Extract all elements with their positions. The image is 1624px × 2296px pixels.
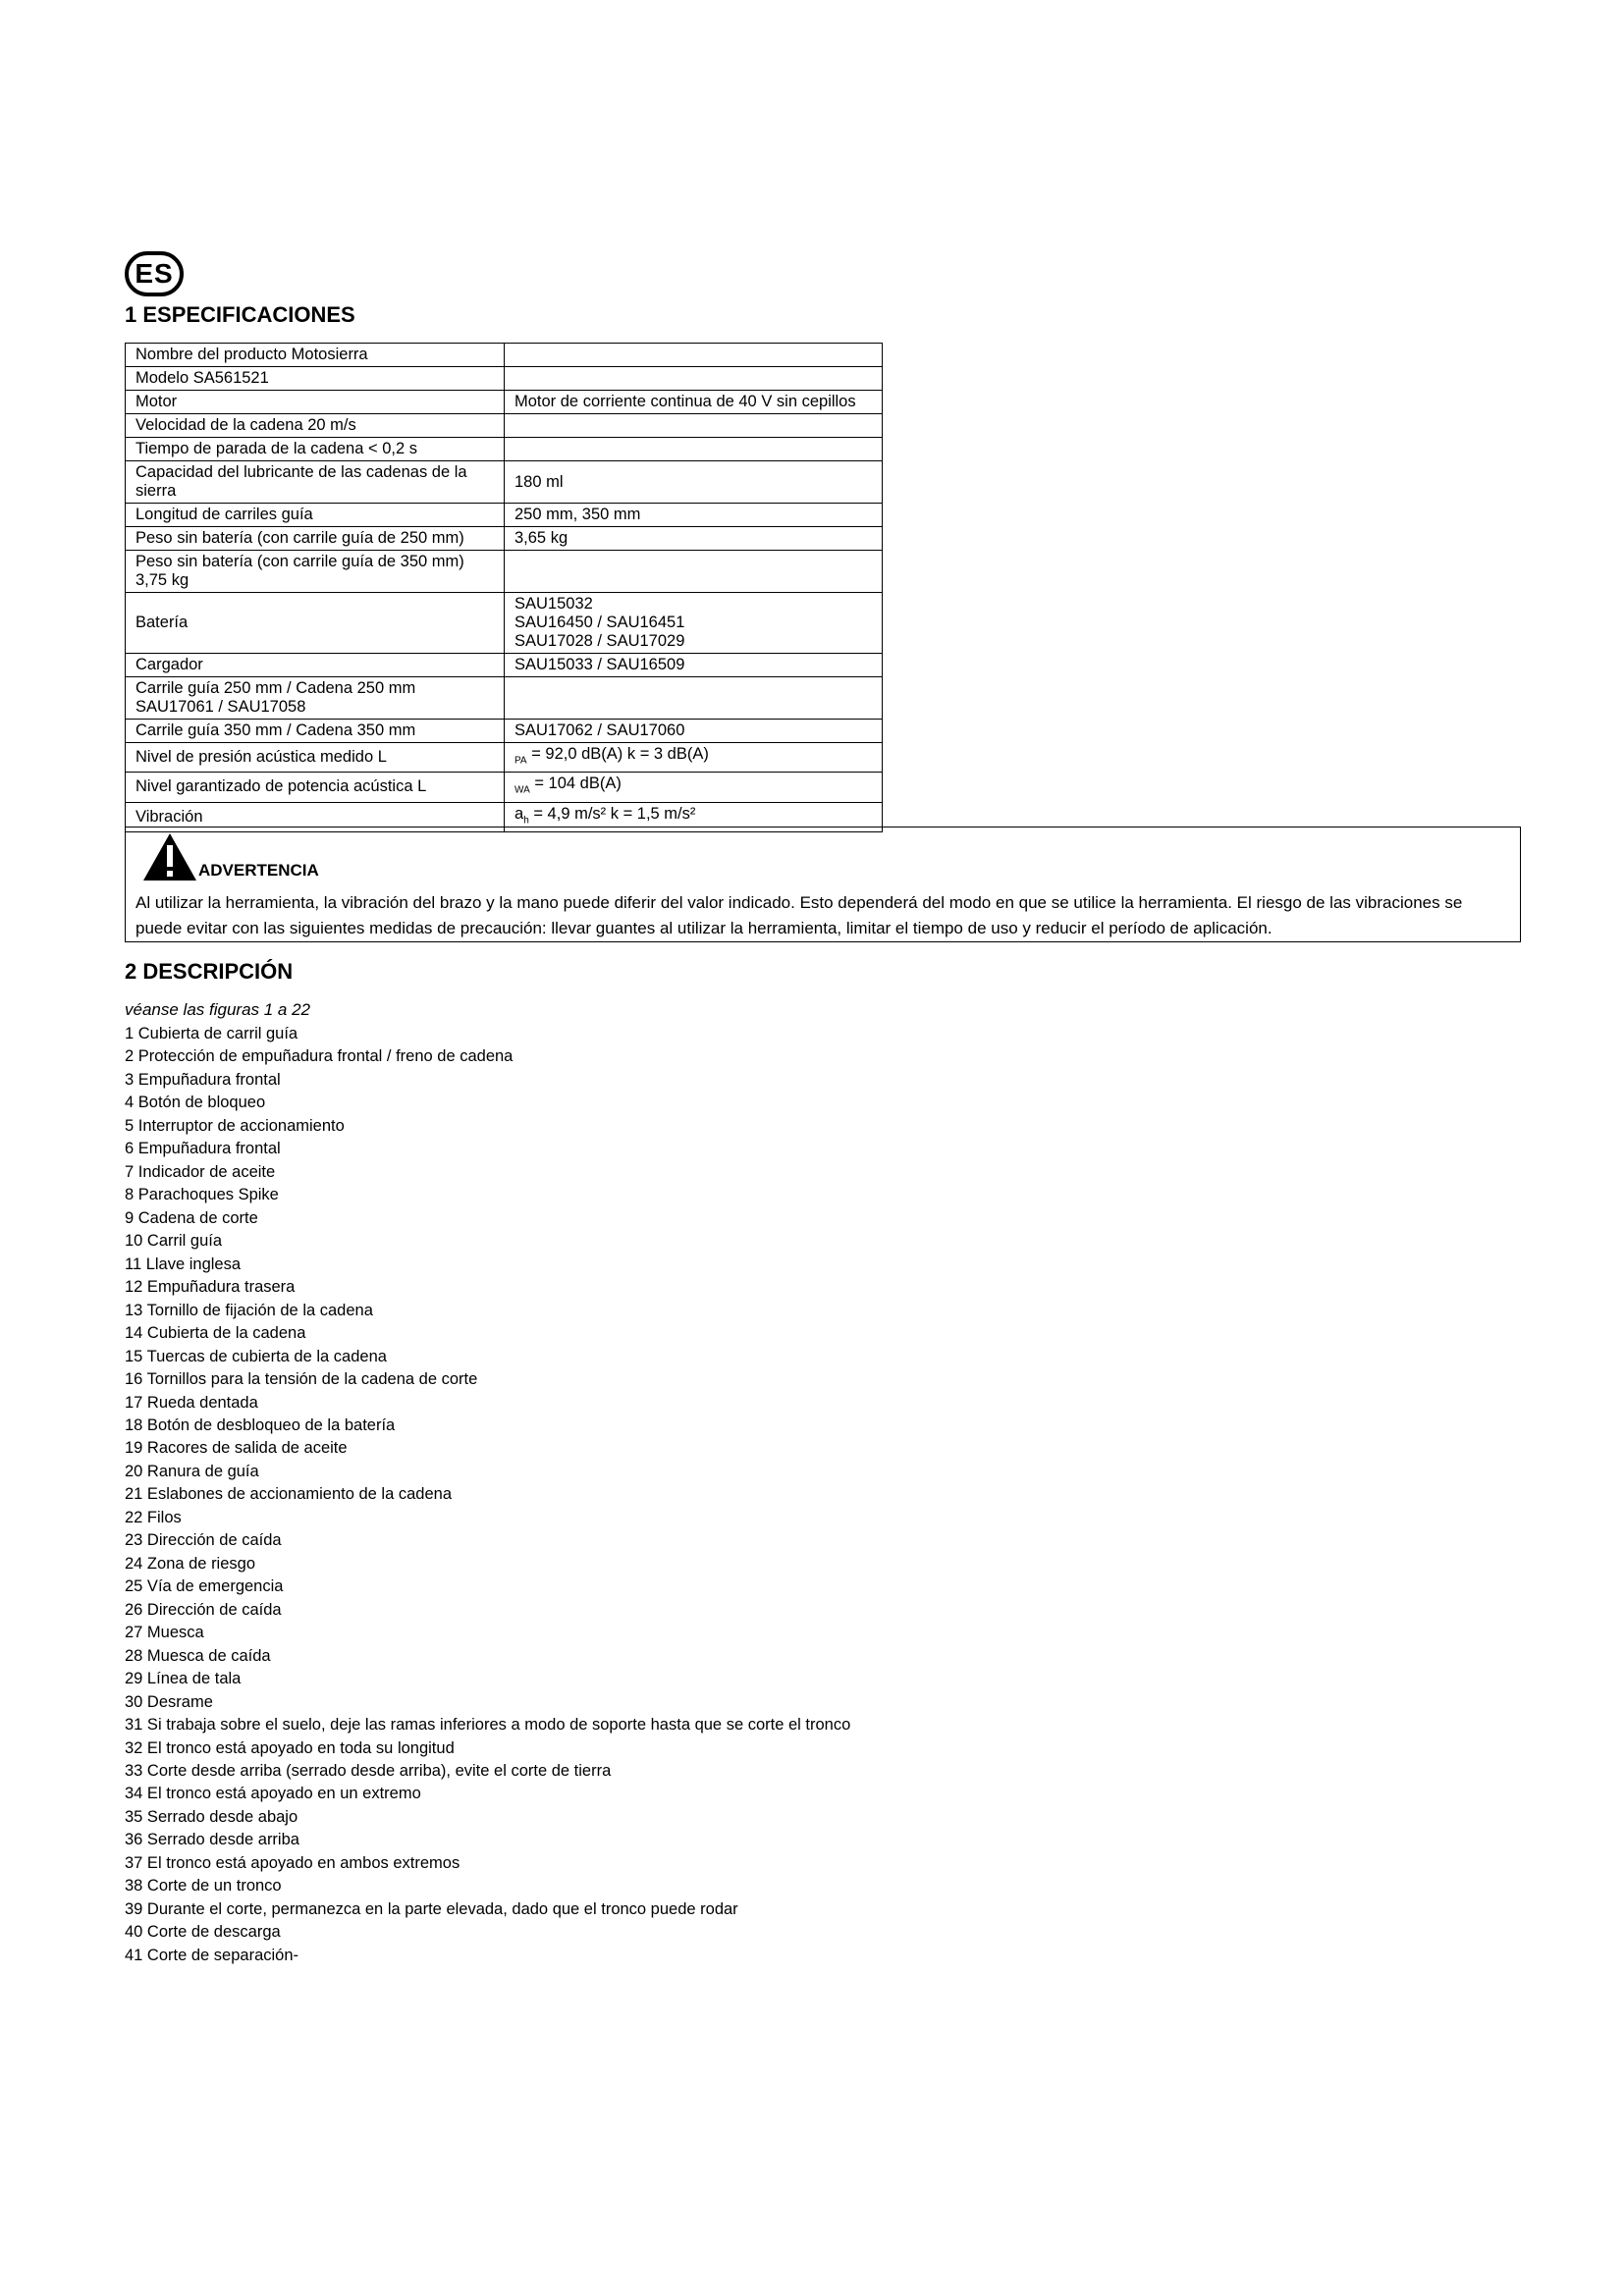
list-item: 12 Empuñadura trasera	[125, 1278, 296, 1297]
spec-value	[505, 527, 883, 551]
list-item: 27 Muesca	[125, 1624, 204, 1642]
spec-value-symbol: a	[514, 804, 524, 823]
list-item: 18 Botón de desbloqueo de la batería	[125, 1415, 396, 1434]
spec-value	[505, 773, 883, 802]
list-item: 35 Serrado desde abajo	[125, 1807, 298, 1826]
spec-value-text: 180 ml	[514, 472, 564, 491]
spec-value-subscript: h	[523, 814, 529, 826]
list-item: 31 Si trabaja sobre el suelo, deje las ramas inferiores a modo de soporte hasta que se corte el tronco	[125, 1716, 851, 1735]
list-item: 28 Muesca de caída	[125, 1646, 271, 1665]
language-badge: ES	[125, 251, 184, 296]
spec-label: Motor	[126, 391, 505, 414]
spec-value-subscript: WA	[514, 784, 530, 796]
list-item: 4 Botón de bloqueo	[125, 1094, 266, 1112]
spec-label: Batería	[126, 593, 505, 654]
list-item: 7 Indicador de aceite	[125, 1162, 276, 1181]
list-item: 34 El tronco está apoyado en un extremo	[125, 1785, 421, 1803]
list-item: 38 Corte de un tronco	[125, 1877, 282, 1896]
spec-label: Cargador	[126, 654, 505, 677]
spec-value	[505, 654, 883, 677]
spec-label: Longitud de carriles guía	[126, 504, 505, 527]
spec-value	[505, 414, 883, 438]
spec-label: Nivel garantizado de potencia acústica L	[126, 773, 505, 802]
spec-row	[126, 414, 883, 438]
list-item: 21 Eslabones de accionamiento de la cadena	[125, 1485, 452, 1504]
list-item: 41 Corte de separación-	[125, 1946, 299, 1964]
spec-row	[126, 438, 883, 461]
spec-label: Velocidad de la cadena 20 m/s	[126, 414, 505, 438]
spec-value-text: 250 mm, 350 mm	[514, 506, 641, 523]
spec-label: Capacidad del lubricante de las cadenas de la sierra	[126, 461, 505, 504]
spec-row	[126, 743, 883, 773]
list-item: 19 Racores de salida de aceite	[125, 1439, 348, 1458]
list-item: 26 Dirección de caída	[125, 1600, 282, 1619]
spec-value-text: = 92,0 dB(A) k = 3 dB(A)	[526, 745, 709, 763]
spec-row	[126, 367, 883, 391]
spec-row	[126, 677, 883, 720]
spec-label: Carrile guía 250 mm / Cadena 250 mm SAU17061 / SAU17058	[126, 677, 505, 720]
list-item: 25 Vía de emergencia	[125, 1577, 284, 1596]
spec-row	[126, 654, 883, 677]
list-item: 29 Línea de tala	[125, 1670, 242, 1688]
warning-title: ADVERTENCIA	[198, 861, 319, 880]
list-item: 13 Tornillo de fijación de la cadena	[125, 1301, 373, 1319]
list-item: 30 Desrame	[125, 1692, 213, 1711]
list-item: 17 Rueda dentada	[125, 1393, 258, 1412]
list-item: 10 Carril guía	[125, 1232, 223, 1251]
spec-value	[505, 720, 883, 743]
list-item: 36 Serrado desde arriba	[125, 1831, 299, 1849]
spec-value	[505, 344, 883, 367]
spec-row	[126, 461, 883, 504]
section-2-heading: 2 DESCRIPCIÓN	[125, 959, 294, 984]
spec-row	[126, 551, 883, 593]
list-item: 40 Corte de descarga	[125, 1923, 281, 1942]
spec-label: Carrile guía 350 mm / Cadena 350 mm	[126, 720, 505, 743]
list-item: 6 Empuñadura frontal	[125, 1140, 281, 1158]
list-item: 37 El tronco está apoyado en ambos extremos	[125, 1853, 460, 1872]
spec-row	[126, 773, 883, 802]
spec-label: Vibración	[126, 802, 505, 831]
spec-row	[126, 720, 883, 743]
list-item: 14 Cubierta de la cadena	[125, 1324, 306, 1343]
list-item: 1 Cubierta de carril guía	[125, 1025, 298, 1042]
spec-value-line: SAU17028 / SAU17029	[514, 632, 685, 650]
list-item: 9 Cadena de corte	[125, 1208, 258, 1227]
list-item: 11 Llave inglesa	[125, 1255, 242, 1273]
spec-value-text: = 104 dB(A)	[529, 774, 622, 793]
warning-triangle-icon	[141, 831, 198, 882]
spec-value-text: SAU15033 / SAU16509	[514, 656, 685, 673]
spec-value	[505, 367, 883, 391]
list-item: 24 Zona de riesgo	[125, 1554, 256, 1573]
spec-value	[505, 438, 883, 461]
spec-row	[126, 593, 883, 654]
figures-note: véanse las figuras 1 a 22	[125, 1000, 311, 1019]
warning-text: Al utilizar la herramienta, la vibración del brazo y la mano puede diferir del valor indicado. Esto dependerá del modo en que se utilice la herramienta. El riesgo de las vibraciones se puede evitar con las siguientes medidas de precaución: llevar guantes al utilizar la herramienta, limitar el tiempo de uso y reducir el período de aplicación.	[135, 893, 1463, 937]
spec-label: Modelo SA561521	[126, 367, 505, 391]
spec-value-text: 3,65 kg	[514, 529, 568, 547]
spec-label: Tiempo de parada de la cadena < 0,2 s	[126, 438, 505, 461]
list-item: 23 Dirección de caída	[125, 1531, 282, 1550]
spec-label: Peso sin batería (con carrile guía de 350 mm) 3,75 kg	[126, 551, 505, 593]
spec-value	[505, 743, 883, 773]
spec-value	[505, 551, 883, 593]
section-1-heading: 1 ESPECIFICACIONES	[125, 302, 355, 327]
spec-row	[126, 344, 883, 367]
list-item: 16 Tornillos para la tensión de la cadena de corte	[125, 1370, 478, 1389]
list-item: 33 Corte desde arriba (serrado desde arriba), evite el corte de tierra	[125, 1762, 612, 1780]
spec-value-line: SAU16450 / SAU16451	[514, 614, 685, 631]
spec-label: Nombre del producto Motosierra	[126, 344, 505, 367]
spec-value-line: SAU15032	[514, 595, 593, 613]
list-item: 3 Empuñadura frontal	[125, 1070, 281, 1089]
list-item: 20 Ranura de guía	[125, 1462, 259, 1480]
list-item: 2 Protección de empuñadura frontal / freno de cadena	[125, 1047, 514, 1066]
list-item: 39 Durante el corte, permanezca en la parte elevada, dado que el tronco puede rodar	[125, 1899, 738, 1918]
list-item: 22 Filos	[125, 1508, 182, 1526]
specifications-table	[125, 343, 883, 832]
description-list	[125, 1023, 850, 1967]
spec-value-text: SAU17062 / SAU17060	[514, 721, 685, 739]
spec-row	[126, 527, 883, 551]
spec-value-text: Motor de corriente continua de 40 V sin cepillos	[514, 393, 856, 410]
spec-value	[505, 504, 883, 527]
spec-label: Nivel de presión acústica medido L	[126, 743, 505, 773]
list-item: 8 Parachoques Spike	[125, 1186, 279, 1204]
spec-value	[505, 391, 883, 414]
list-item: 32 El tronco está apoyado en toda su longitud	[125, 1738, 455, 1757]
spec-row	[126, 391, 883, 414]
spec-value	[505, 461, 883, 504]
spec-value	[505, 593, 883, 654]
spec-value-subscript: PA	[514, 755, 527, 767]
spec-value	[505, 677, 883, 720]
spec-label: Peso sin batería (con carrile guía de 250 mm)	[126, 527, 505, 551]
list-item: 5 Interruptor de accionamiento	[125, 1116, 345, 1135]
spec-row	[126, 504, 883, 527]
warning-box	[125, 827, 1521, 942]
list-item: 15 Tuercas de cubierta de la cadena	[125, 1347, 387, 1365]
spec-value-text: = 4,9 m/s² k = 1,5 m/s²	[528, 804, 696, 823]
